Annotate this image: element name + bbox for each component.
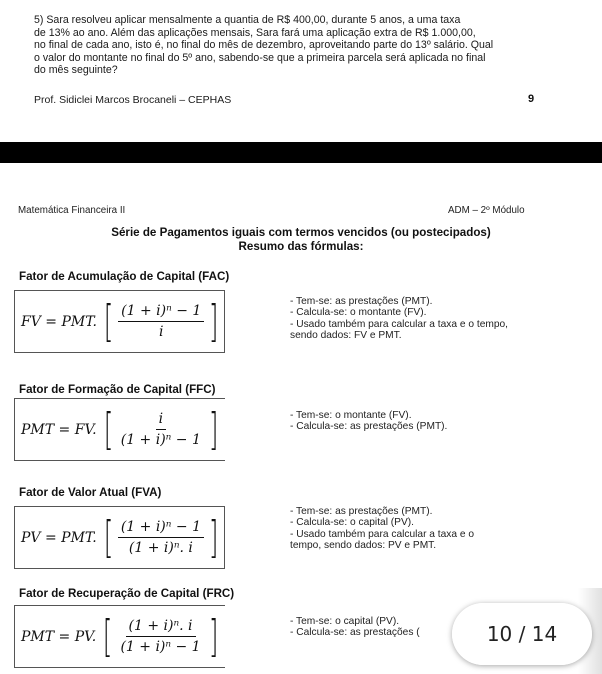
formula-fac <box>21 295 222 347</box>
left-bracket: [ <box>103 295 114 347</box>
notes-frc <box>290 616 420 639</box>
right-bracket: ] <box>209 295 219 347</box>
fraction <box>118 303 204 340</box>
right-bracket: ] <box>208 610 218 662</box>
formula-box-fac <box>14 290 225 353</box>
notes-fac <box>290 296 508 342</box>
note-line: - Usado também para calcular a taxa e o <box>290 528 475 540</box>
section-title-fac: Fator de Acumulação de Capital (FAC) <box>19 270 230 283</box>
numerator: (1 + i)ⁿ − 1 <box>118 303 204 322</box>
formula-lhs: PV = PMT. <box>21 529 97 546</box>
problem-line: no final de cada ano, isto é, no final do mês de dezembro, aproveitando parte do 13º salário. Qual <box>34 39 494 52</box>
page-title: Série de Pagamentos iguais com termos vencidos (ou postecipados) <box>111 226 491 239</box>
page-number: 9 <box>528 93 535 105</box>
numerator: (1 + i)ⁿ. i <box>126 618 196 637</box>
note-line: - Calcula-se: as prestações ( <box>290 627 420 639</box>
formula-frc <box>21 610 222 662</box>
section-title-fva: Fator de Valor Atual (FVA) <box>19 486 162 499</box>
page-header-course: Matemática Financeira II <box>18 205 126 216</box>
left-bracket: [ <box>103 511 113 563</box>
section-title-frc: Fator de Recuperação de Capital (FRC) <box>19 587 235 600</box>
formula-fva <box>21 511 222 563</box>
right-bracket: ] <box>208 511 219 563</box>
note-line: - Usado também para calcular a taxa e o tempo, <box>290 318 509 330</box>
left-bracket: [ <box>103 403 113 455</box>
note-line: - Tem-se: as prestações (PMT). <box>290 506 433 517</box>
denominator: (1 + i)ⁿ. i <box>128 540 193 556</box>
note-line: - Calcula-se: o capital (PV). <box>290 517 414 529</box>
denominator: (1 + i)ⁿ − 1 <box>120 432 201 448</box>
notes-ffc <box>290 410 447 433</box>
formula-box-fva <box>14 506 225 569</box>
page-separator <box>0 142 602 163</box>
right-bracket: ] <box>208 403 219 455</box>
problem-line: 5) Sara resolveu aplicar mensalmente a quantia de R$ 400,00, durante 5 anos, a uma taxa <box>34 14 461 26</box>
numerator: i <box>156 411 166 430</box>
fraction <box>118 519 204 556</box>
notes-fva <box>290 506 474 552</box>
page-header-module: ADM – 2º Módulo <box>448 205 525 216</box>
page-indicator[interactable]: 10 / 14 <box>452 603 592 665</box>
problem-line: o valor do montante no final do 5º ano, sabendo-se que a primeira parcela será aplicada no final <box>34 51 486 64</box>
note-line: tempo, sendo dados: PV e PMT. <box>290 540 437 552</box>
formula-box-frc <box>14 605 225 668</box>
fraction <box>118 411 204 448</box>
note-line: sendo dados: FV e PMT. <box>290 330 402 342</box>
fraction <box>117 618 203 655</box>
formula-ffc <box>21 403 222 455</box>
denominator: (1 + i)ⁿ − 1 <box>120 639 201 655</box>
note-line: - Tem-se: o capital (PV). <box>290 616 400 627</box>
problem-line: do mês seguinte? <box>34 64 118 77</box>
formula-lhs: FV = PMT. <box>21 313 97 330</box>
note-line: - Calcula-se: as prestações (PMT). <box>290 421 448 433</box>
problem-line: de 13% ao ano. Além das aplicações mensais, Sara fará uma aplicação extra de R$ 1.000,00, <box>34 26 476 39</box>
formula-box-ffc <box>14 398 225 461</box>
left-bracket: [ <box>103 610 113 662</box>
formula-lhs: PMT = PV. <box>21 628 97 645</box>
formula-lhs: PMT = FV. <box>21 421 97 438</box>
denominator: i <box>158 324 164 340</box>
page-footer-author: Prof. Sidiclei Marcos Brocaneli – CEPHAS <box>34 94 232 106</box>
section-title-ffc: Fator de Formação de Capital (FFC) <box>19 383 216 396</box>
note-line: - Calcula-se: o montante (FV). <box>290 307 427 319</box>
numerator: (1 + i)ⁿ − 1 <box>118 519 204 538</box>
note-line: - Tem-se: o montante (FV). <box>290 410 412 421</box>
page-subtitle: Resumo das fórmulas: <box>238 240 364 253</box>
problem-statement <box>34 14 564 77</box>
note-line: - Tem-se: as prestações (PMT). <box>290 296 433 307</box>
